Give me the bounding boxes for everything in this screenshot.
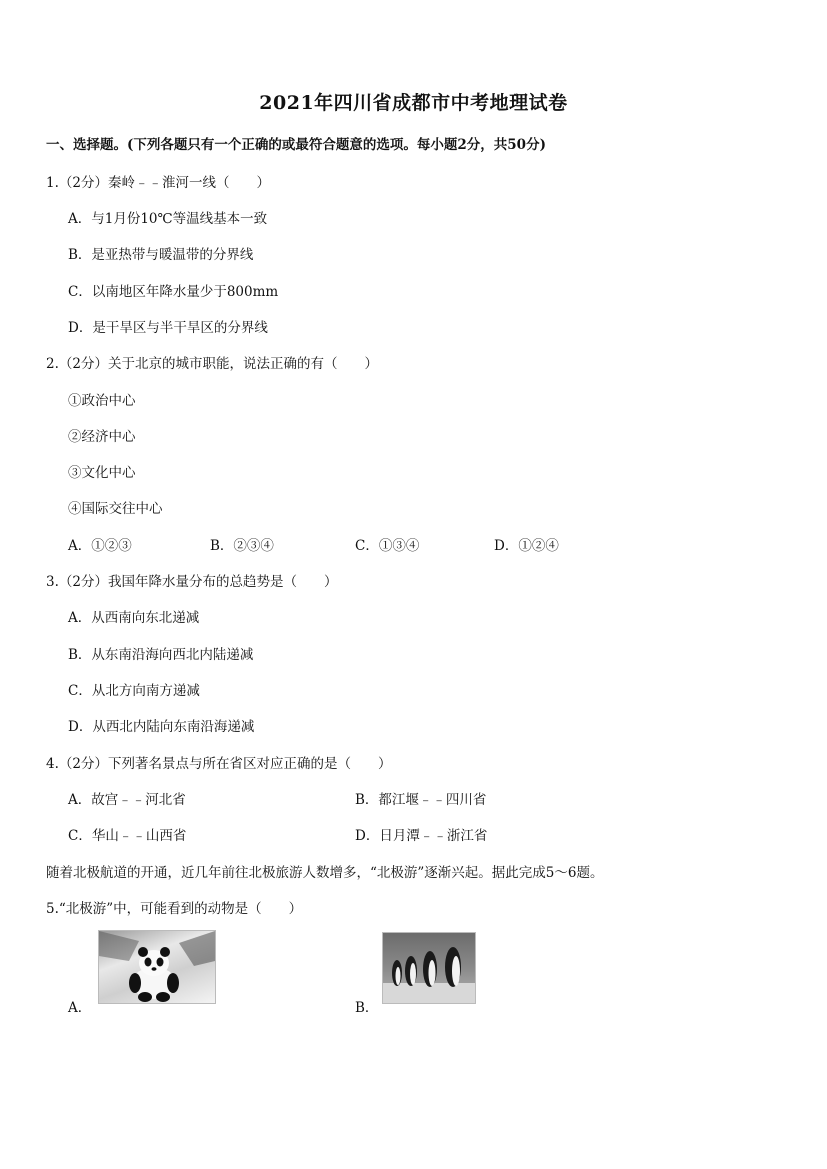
- question-4-option-c: C．华山﹣﹣山西省: [68, 828, 187, 844]
- question-3-stem: 3.（2分）我国年降水量分布的总趋势是（ ）: [46, 574, 338, 590]
- question-1-option-c: C．以南地区年降水量少于800mm: [68, 284, 279, 300]
- penguin-photo: [382, 932, 476, 1004]
- question-2-item-1: ①政治中心: [68, 393, 136, 409]
- question-1-stem: 1.（2分）秦岭﹣﹣淮河一线（ ）: [46, 175, 270, 191]
- question-4-option-b: B．都江堰﹣﹣四川省: [355, 792, 487, 808]
- question-2-stem: 2.（2分）关于北京的城市职能，说法正确的有（ ）: [46, 356, 378, 372]
- question-1-option-d: D．是干旱区与半干旱区的分界线: [68, 320, 268, 336]
- panda-photo: [98, 930, 216, 1004]
- question-3-option-a: A．从西南向东北递减: [68, 610, 200, 626]
- question-4-option-a: A．故宫﹣﹣河北省: [68, 792, 186, 808]
- question-3-option-c: C．从北方向南方递减: [68, 683, 200, 699]
- question-5-stem: 5.“北极游”中，可能看到的动物是（ ）: [46, 901, 303, 917]
- panda-illustration: [99, 931, 215, 1003]
- question-3-option-b: B．从东南沿海向西北内陆递减: [68, 647, 254, 663]
- question-2-option-c: C．①③④: [355, 538, 420, 554]
- question-5-option-b: B．: [355, 1000, 379, 1016]
- section-heading: 一、选择题。(下列各题只有一个正确的或最符合题意的选项。每小题2分，共50分): [46, 137, 546, 153]
- question-2-option-d: D．①②④: [494, 538, 559, 554]
- question-1-option-a: A．与1月份10℃等温线基本一致: [68, 211, 268, 227]
- context-paragraph: 随着北极航道的开通，近几年前往北极旅游人数增多，“北极游”逐渐兴起。据此完成5～6题。: [46, 865, 604, 881]
- question-4-stem: 4.（2分）下列著名景点与所在省区对应正确的是（ ）: [46, 756, 392, 772]
- question-2-option-a: A．①②③: [68, 538, 132, 554]
- question-2-option-b: B．②③④: [210, 538, 274, 554]
- question-2-item-3: ③文化中心: [68, 465, 136, 481]
- page-title: 2021年四川省成都市中考地理试卷: [259, 92, 568, 114]
- question-3-option-d: D．从西北内陆向东南沿海递减: [68, 719, 255, 735]
- question-4-option-d: D．日月潭﹣﹣浙江省: [355, 828, 488, 844]
- question-1-option-b: B．是亚热带与暖温带的分界线: [68, 247, 254, 263]
- question-5-option-a: A．: [68, 1000, 92, 1016]
- question-2-item-2: ②经济中心: [68, 429, 136, 445]
- penguin-illustration: [383, 933, 475, 1003]
- question-2-item-4: ④国际交往中心: [68, 501, 163, 517]
